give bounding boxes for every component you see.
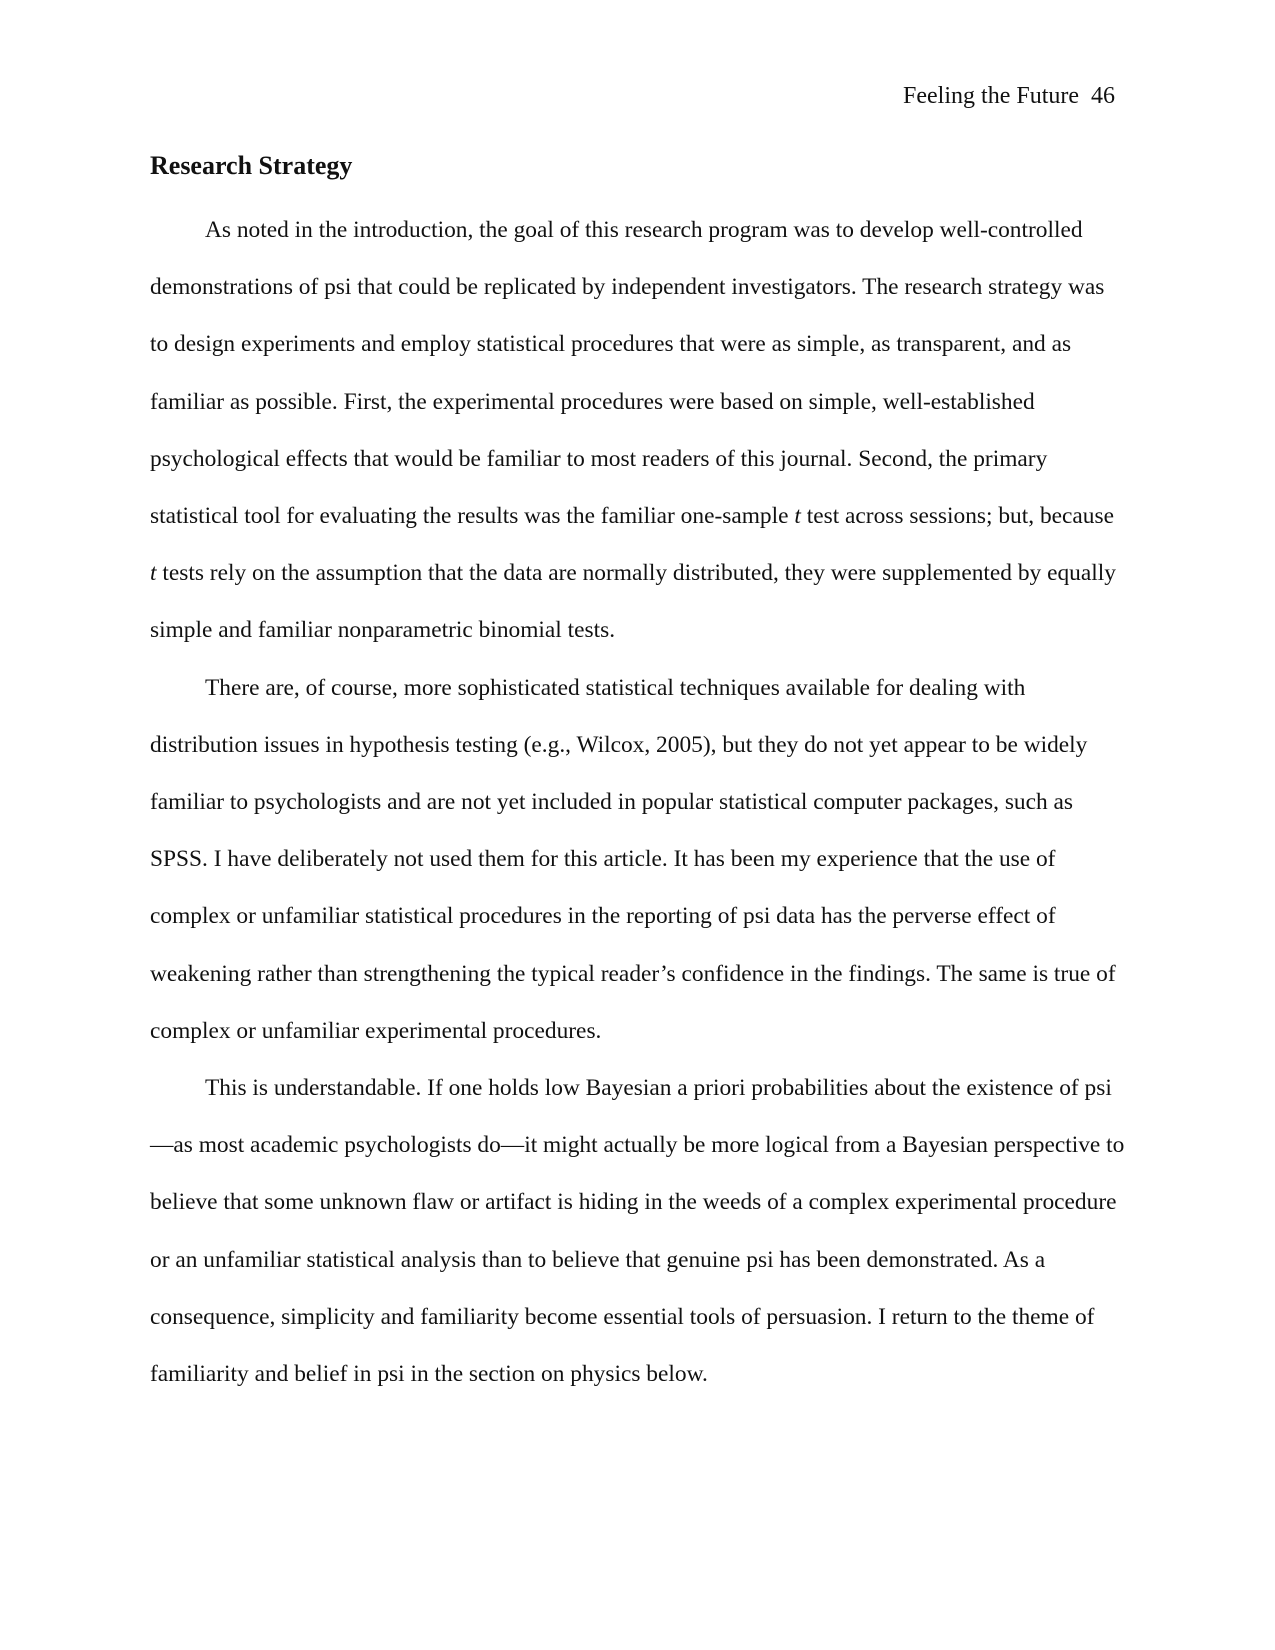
running-head (903, 80, 1115, 112)
page-number: 46 (1091, 83, 1115, 109)
section-heading: Research Strategy (150, 151, 353, 180)
t-statistic-symbol: t (150, 560, 157, 587)
page-content (150, 148, 1125, 1403)
t-statistic-symbol: t (794, 503, 801, 530)
paragraph-1 (150, 202, 1125, 660)
paragraph-1-text-c: tests rely on the assumption that the data are normally distributed, they were supplemented by equally simple and familiar nonparametric binomial tests. (150, 560, 1116, 644)
paragraph-1-text-b: test across sessions; but, because (800, 503, 1114, 530)
paragraph-3: This is understandable. If one holds low Bayesian a priori probabilities about the existence of psi—as most academic psychologists do—it might actually be more logical from a Bayesian perspective to believe that some unknown flaw or artifact is hiding in the weeds of a complex experimental procedure or an unfamiliar statistical analysis than to believe that genuine psi has been demonstrated. As a consequence, simplicity and familiarity become essential tools of persuasion. I return to the theme of familiarity and belief in psi in the section on physics below. (150, 1075, 1125, 1388)
running-head-title: Feeling the Future (903, 83, 1079, 109)
paragraph-1-text-a: As noted in the introduction, the goal of this research program was to develop well-controlled demonstrations of psi that could be replicated by independent investigators. The research strategy was to design experiments and employ statistical procedures that were as simple, as transparent, and as familiar as possible. First, the experimental procedures were based on simple, well-established psychological effects that would be familiar to most readers of this journal. Second, the primary statistical tool for evaluating the results was the familiar one-sample (150, 217, 1105, 530)
paragraph-2: There are, of course, more sophisticated statistical techniques available for dealing with distribution issues in hypothesis testing (e.g., Wilcox, 2005), but they do not yet appear to be widely familiar to psychologists and are not yet included in popular statistical computer packages, such as SPSS. I have deliberately not used them for this article. It has been my experience that the use of complex or unfamiliar statistical procedures in the reporting of psi data has the perverse effect of weakening rather than strengthening the typical reader’s confidence in the findings. The same is true of complex or unfamiliar experimental procedures. (150, 674, 1116, 1044)
